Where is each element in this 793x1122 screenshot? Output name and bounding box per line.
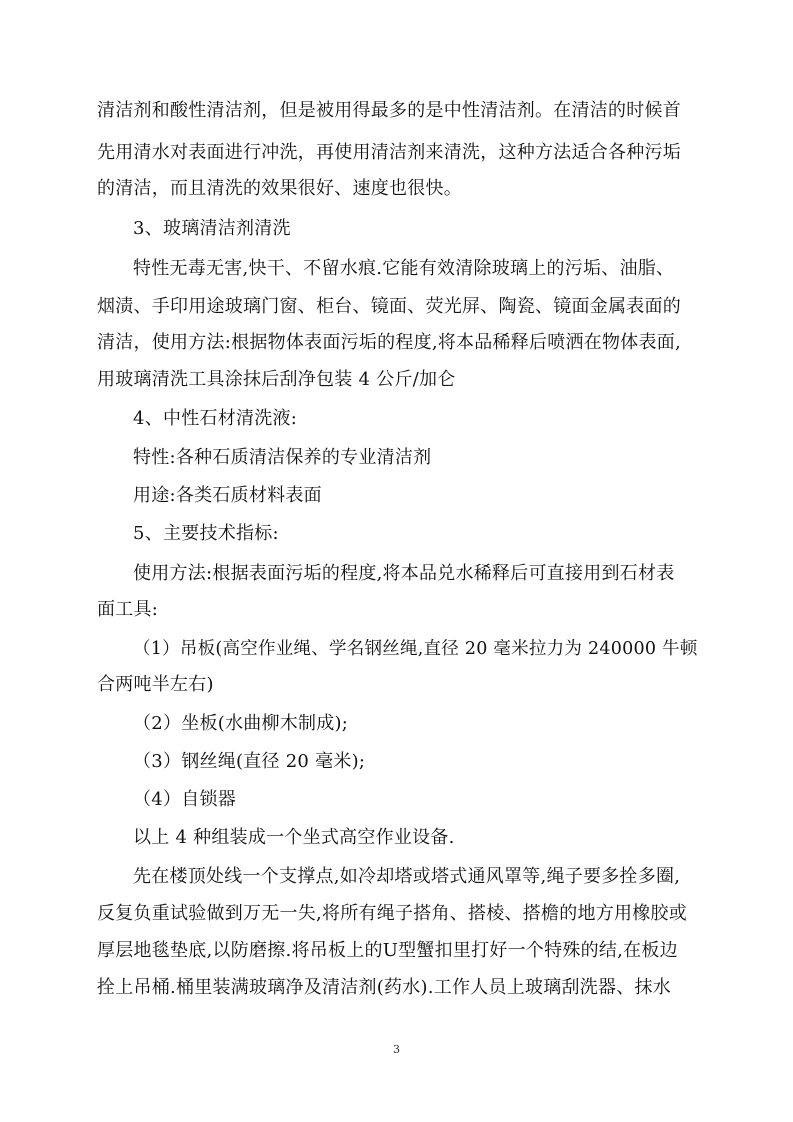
paragraph-line: 先用清水对表面进行冲洗，再使用清洁剂来清洗，这种方法适合各种污垢 xyxy=(97,142,681,163)
section-heading: 3、玻璃清洁剂清洗 xyxy=(133,218,291,239)
paragraph-line: 以上 4 种组装成一个坐式高空作业设备. xyxy=(133,827,455,848)
paragraph-line: 清洁剂和酸性清洁剂，但是被用得最多的是中性清洁剂。在清洁的时候首 xyxy=(97,100,681,121)
section-heading: 4、中性石材清洗液: xyxy=(133,408,298,429)
page-number: 3 xyxy=(393,1043,400,1056)
paragraph-line: 特性:各种石质清洁保养的专业清洁剂 xyxy=(133,447,432,468)
paragraph-line: 用途:各类石质材料表面 xyxy=(133,485,322,506)
list-item: （3）钢丝绳(直径 20 毫米); xyxy=(133,751,366,772)
list-item: （4）自锁器 xyxy=(133,789,236,810)
section-heading: 5、主要技术指标: xyxy=(133,523,279,544)
list-item: （1）吊板(高空作业绳、学名钢丝绳,直径 20 毫米拉力为 240000 牛顿 xyxy=(133,639,698,659)
paragraph-line: 面工具: xyxy=(97,599,159,620)
paragraph-line: 反复负重试验做到万无一失,将所有绳子搭角、搭棱、搭檐的地方用橡胶或 xyxy=(97,903,687,924)
paragraph-line: 清洁，使用方法:根据物体表面污垢的程度,将本品稀释后喷洒在物体表面, xyxy=(97,332,682,353)
paragraph-line: 厚层地毯垫底,以防磨擦.将吊板上的U型蟹扣里打好一个特殊的结,在板边 xyxy=(97,940,678,961)
paragraph-line: 的清洁，而且清洗的效果很好、速度也很快。 xyxy=(97,178,462,199)
list-item-continuation: 合两吨半左右) xyxy=(97,674,214,695)
paragraph-line: 烟渍、手印用途玻璃门窗、柜台、镜面、荧光屏、陶瓷、镜面金属表面的 xyxy=(97,296,681,317)
paragraph-line: 用玻璃清洗工具涂抹后刮净包装 4 公斤/加仑 xyxy=(97,369,456,390)
paragraph-line: 使用方法:根据表面污垢的程度,将本品兑水稀释后可直接用到石材表 xyxy=(133,563,675,584)
paragraph-line: 拴上吊桶.桶里装满玻璃净及清洁剂(药水).工作人员上玻璃刮洗器、抹水 xyxy=(97,977,671,998)
list-item: （2）坐板(水曲柳木制成); xyxy=(133,713,349,734)
paragraph-line: 特性无毒无害,快干、不留水痕.它能有效清除玻璃上的污垢、油脂、 xyxy=(133,258,675,279)
paragraph-line: 先在楼顶处线一个支撑点,如冷却塔或塔式通风罩等,绳子要多拴多圈, xyxy=(133,866,681,887)
